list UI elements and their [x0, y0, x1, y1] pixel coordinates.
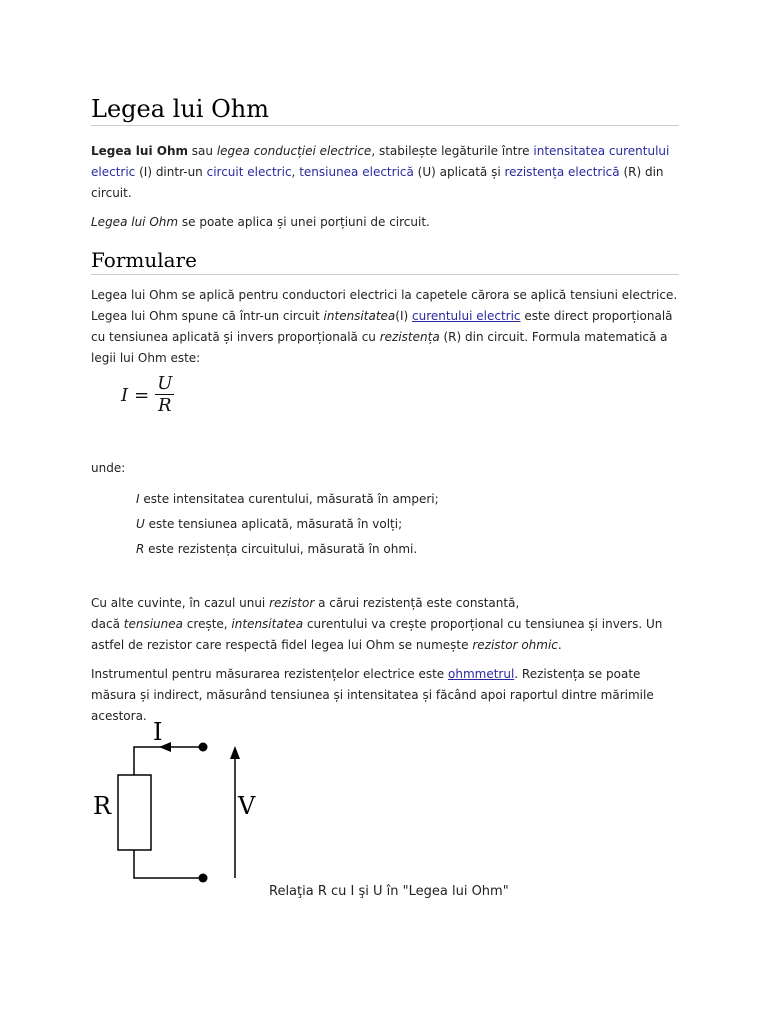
resistor-symbol — [118, 775, 151, 850]
link-circuit-electric[interactable]: circuit electric — [206, 165, 292, 179]
unde-label: unde: — [91, 461, 126, 475]
circuit-diagram — [91, 718, 291, 888]
link-tensiunea-electrica[interactable]: tensiunea electrică — [299, 165, 414, 179]
link-ohmmetrul[interactable]: ohmmetrul — [448, 667, 515, 681]
intro-bold-term: Legea lui Ohm — [91, 144, 188, 158]
intro-paragraph: Legea lui Ohm sau legea conducției electrice, stabilește legăturile între intensitatea curentului electric (I) dintr-un circuit electric, tensiunea electrică (U) aplicată și rezistența electrică (R) din circuit. — [91, 144, 670, 200]
terminal-top — [199, 743, 208, 752]
link-curentului-electric[interactable]: curentului electric — [411, 309, 521, 323]
section-heading-formulare: Formulare — [91, 247, 679, 275]
label-v: V — [238, 792, 256, 820]
formula-equals: = — [134, 385, 150, 406]
formulare-paragraph: Legea lui Ohm se aplică pentru conductori electrici la capetele cărora se aplică tensiuni electrice. Legea lui Ohm spune că într-un circuit intensitatea(I) curentului electric este direct proporțională cu tensiunea aplicată și invers proporțională cu rezistența (R) din circuit. Formula matematică a legii lui Ohm este: — [91, 288, 678, 365]
list-item: U este tensiunea aplicată, măsurată în volți; — [136, 517, 403, 531]
ohmmetru-paragraph: Instrumentul pentru măsurarea rezistențelor electrice este ohmmetrul. Rezistența se poate măsura și indirect, măsurând tensiunea și intensitatea și făcând apoi raportul dintre mărimile acestora. — [91, 667, 654, 723]
formula-fraction — [155, 374, 174, 417]
wire-top — [134, 747, 203, 775]
link-intensitatea-curentului[interactable]: intensitatea curentului electric — [91, 144, 670, 179]
page-title: Legea lui Ohm — [91, 95, 679, 126]
voltage-arrowhead — [230, 746, 240, 759]
formula-denominator: R — [158, 395, 172, 416]
formula-lhs: I — [121, 385, 129, 406]
rezistor-paragraph: Cu alte cuvinte, în cazul unui rezistor a cărui rezistență este constantă, dacă tensiunea crește, intensitatea curentului va crește proporțional cu tensiunea și invers. Un astfel de rezistor care respectă fidel legea lui Ohm se numește rezistor ohmic. — [91, 596, 663, 652]
link-rezistenta-electrica[interactable]: rezistența electrică — [504, 165, 620, 179]
formula-numerator: U — [157, 373, 173, 394]
intro-paragraph-2: Legea lui Ohm se poate aplica și unei porțiuni de circuit. — [91, 215, 430, 229]
ohm-formula — [121, 374, 174, 417]
terminal-bottom — [199, 874, 208, 883]
label-r: R — [93, 792, 112, 820]
label-i: I — [153, 718, 163, 746]
list-item: I este intensitatea curentului, măsurată în amperi; — [136, 492, 439, 506]
list-item: R este rezistența circuitului, măsurată în ohmi. — [136, 542, 418, 556]
diagram-caption: Relaţia R cu I şi U în "Legea lui Ohm" — [269, 884, 509, 899]
wire-bottom — [134, 850, 203, 878]
